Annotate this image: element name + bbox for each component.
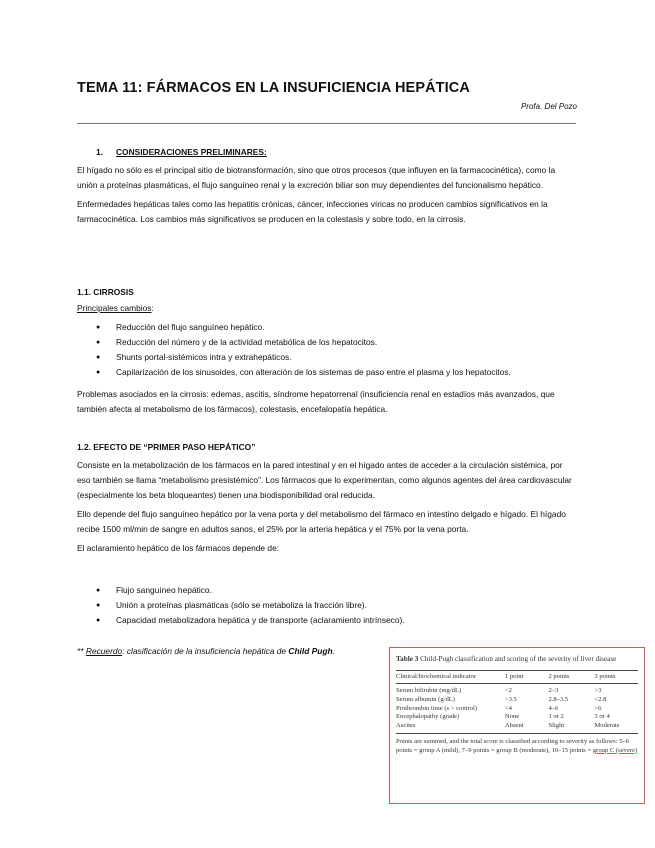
table-cell: Serum albumin (g/dL) bbox=[396, 695, 455, 703]
table-row bbox=[396, 684, 638, 696]
table-cell: >3.5 bbox=[504, 695, 517, 703]
table-caption bbox=[396, 655, 638, 664]
list-item: ● Unión a proteínas plasmáticas (sólo se metaboliza la fracción libre). bbox=[96, 598, 405, 613]
table-footnote-text: Points are summed, and the total score is classified according to severity as follows: 5–6 points = group A (mild), 7–9 points = group B (moderate), 10–15 points = bbox=[396, 737, 630, 754]
table-cell: Moderate bbox=[594, 722, 638, 733]
list-item: ● Reducción del número y de la actividad metabólica de los hepatocitos. bbox=[96, 335, 511, 350]
page-title: TEMA 11: FÁRMACOS EN LA INSUFICIENCIA HEPÁTICA bbox=[77, 80, 470, 96]
table-cell: <2 bbox=[504, 687, 512, 694]
table-footnote bbox=[396, 738, 638, 755]
table-cell: Serum bilirubin (mg/dL) bbox=[396, 687, 462, 694]
primer-paso-text bbox=[77, 458, 577, 560]
table-cell: 4–6 bbox=[548, 704, 559, 712]
table-row bbox=[396, 705, 638, 714]
table-footnote-group-c: group C (severe) bbox=[592, 746, 638, 754]
author: Profa. Del Pozo bbox=[520, 102, 577, 111]
table-row bbox=[396, 696, 638, 705]
paragraph: Problemas asociados en la cirrosis: edemas, ascitis, síndrome hepatorrenal (insuficiencia renal en estadíos más avanzados, que también afecta al metabolismo de los fármacos), colestasis, encefalopatía hepática. bbox=[77, 389, 555, 414]
column-header: 2 points bbox=[548, 671, 594, 684]
table-cell: 2–3 bbox=[548, 687, 559, 694]
table-cell: Prothrombin time (s > control) bbox=[396, 704, 478, 712]
table-cell: Absent bbox=[505, 722, 549, 733]
section-title: CONSIDERACIONES PRELIMINARES: bbox=[116, 147, 267, 157]
table-caption-text: Child-Pugh classification and scoring of the severity of liver disease bbox=[418, 655, 617, 663]
table-row bbox=[396, 713, 638, 722]
column-header: 3 points bbox=[594, 671, 638, 684]
paragraph: Enfermedades hepáticas tales como las hepatitis crónicas, cáncer, infecciones víricas no producen cambios significativos en la farmacocinética. Los cambios más significativos se producen en la colestasis y sobre todo, en la cirrosis. bbox=[77, 199, 548, 224]
table-cell: 3 or 4 bbox=[594, 713, 610, 721]
recuerdo-note bbox=[77, 646, 335, 656]
table-cell: >3 bbox=[594, 687, 602, 694]
paragraph: Consiste en la metabolización de los fármacos en la pared intestinal y en el hígado antes de acceder a la circulación sistémica, por eso también se llama “metabolismo presistémico”. Los fármacos que lo experimentan, como algunos agentes del área cardiovascular (especialmente los beta bloqueantes) tienen una biodisponibilidad oral reducida. bbox=[77, 460, 572, 500]
list-item: ● Flujo sanguíneo hepático. bbox=[96, 583, 405, 598]
column-header: 1 point bbox=[505, 671, 549, 684]
table-cell: Ascites bbox=[396, 722, 505, 733]
child-pugh-table bbox=[396, 670, 638, 734]
note-recuerdo: Recuerdo bbox=[85, 646, 123, 656]
note-child-pugh: Child Pugh bbox=[288, 646, 333, 656]
paragraph: Ello depende del flujo sanguíneo hepático por la vena porta y del metabolismo del fármaco en intestino delgado e hígado. El hígado recibe 1500 ml/min de sangre en adultos sanos, el 25% por la arteria hepática y el 75% por la vena porta. bbox=[77, 509, 566, 534]
heading-primer-paso: 1.2. EFECTO DE “PRIMER PASO HEPÁTICO” bbox=[77, 442, 256, 452]
list-item: ● Capacidad metabolizadora hepática y de transporte (aclaramiento intrínseco). bbox=[96, 613, 405, 628]
list-item: ● Capilarización de los sinusoides, con alteración de los sistemas de paso entre el plasma y los hepatocitos. bbox=[96, 365, 511, 380]
note-end: . bbox=[332, 646, 335, 656]
table-cell: Encephalopathy (grade) bbox=[396, 713, 460, 721]
heading-cirrosis: 1.1. CIRROSIS bbox=[77, 287, 134, 297]
note-stars: ** bbox=[77, 646, 86, 656]
title-rule bbox=[77, 123, 576, 124]
table-cell: Slight bbox=[548, 722, 594, 733]
section1-text bbox=[77, 163, 577, 231]
table-row bbox=[396, 722, 638, 733]
child-pugh-table-figure bbox=[389, 647, 645, 804]
table-cell: <4 bbox=[504, 704, 512, 712]
subheading-text: Principales cambios bbox=[77, 303, 152, 313]
list-item: ● Shunts portal-sistémicos intra y extrahepáticos. bbox=[96, 350, 511, 365]
note-text: : clasificación de la insuficiencia hepática de bbox=[122, 646, 289, 656]
section-number: 1. bbox=[96, 147, 103, 157]
paragraph: El aclaramiento hepático de los fármacos depende de: bbox=[77, 543, 280, 553]
table-cell: None bbox=[504, 713, 520, 721]
table-cell: >6 bbox=[594, 704, 602, 712]
table-cell: 1 or 2 bbox=[548, 713, 564, 721]
table-header-row bbox=[396, 671, 638, 684]
list-item: ● Reducción del flujo sanguíneo hepático. bbox=[96, 320, 511, 335]
column-header: Clinical/biochemical indicator bbox=[396, 671, 505, 684]
paragraph: El hígado no sólo es el principal sitio de biotransformación, sino que otros procesos (que influyen en la farmacocinética), como la unión a proteínas plasmáticas, el flujo sanguíneo renal y la excreción biliar son muy dependientes del funcionalismo hepático. bbox=[77, 165, 556, 190]
subheading-colon: : bbox=[151, 303, 154, 313]
table-cell: 2.8–3.5 bbox=[548, 695, 569, 703]
table-label: Table 3 bbox=[396, 655, 419, 663]
cirrosis-list bbox=[96, 320, 511, 380]
table-cell: <2.8 bbox=[594, 695, 607, 703]
aclaramiento-list bbox=[96, 583, 405, 628]
cirrosis-text bbox=[77, 387, 577, 421]
subheading-cambios bbox=[77, 303, 154, 313]
